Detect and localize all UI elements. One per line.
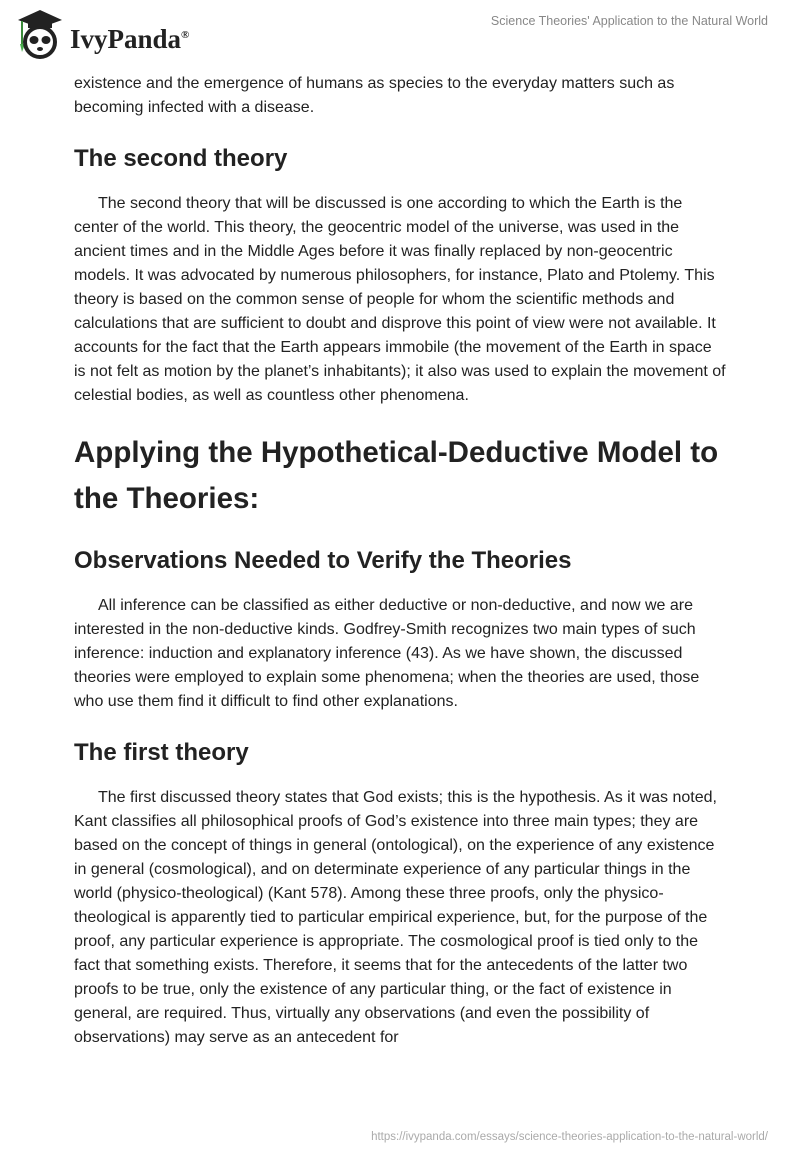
document-title: Science Theories' Application to the Natural World [490,14,768,28]
heading-first-theory: The first theory [74,739,249,766]
paragraph-first-theory: The first discussed theory states that God exists; this is the hypothesis. As it was noted, Kant classifies all philosophical proofs of God’s existence into three main types; they are based on the concept of things in general (ontological), on the experience of any existence in general (cosmological), and on determinate experience of any particular things in the world (physico-theological) (Kant 578). Among these three proofs, only the physico-theological is apparently tied to particular empirical experience, but, for the purpose of the proof, any particular experience is appropriate. The cosmological proof is tied only to the fact that something exists. Therefore, it seems that for the antecedents of the latter two proofs to be true, only the existence of any particular thing, or the fact of existence in general, are required. Thus, virtually any observations (and even the possibility of observations) may serve as an antecedent for [74,789,717,1046]
logo-text: IvyPanda [70,23,182,54]
registered-mark: ® [181,28,190,41]
heading-second-theory: The second theory [74,145,288,172]
paragraph-second-theory: The second theory that will be discussed is one according to which the Earth is the center of the world. This theory, the geocentric model of the universe, was used in the ancient times and in the Middle Ages before it was finally replaced by non-geocentric models. It was advocated by numerous philosophers, for instance, Plato and Ptolemy. This theory is based on the common sense of people for whom the scientific methods and calculations that are sufficient to doubt and disprove this point of view were not available. It accounts for the fact that the Earth appears immobile (the movement of the Earth in space is not felt as motion by the planet’s inhabitants); it also was used to explain the movement of celestial bodies, as well as countless other phenomena. [74,195,726,404]
paragraph-observations: All inference can be classified as either deductive or non-deductive, and now we are interested in the non-deductive kinds. Godfrey-Smith recognizes two main types of such inference: induction and explanatory inference (43). As we have shown, the discussed theories were employed to explain some phenomena; when the theories are used, those who use them find it difficult to find other explanations. [74,597,700,710]
heading-observations: Observations Needed to Verify the Theories [74,547,572,574]
article-body [74,72,726,1050]
logo[interactable] [14,8,189,60]
heading-applying-model: Applying the Hypothetical-Deductive Model to the Theories: [74,436,719,515]
panda-logo-icon [14,8,64,60]
paragraph-intro-end: existence and the emergence of humans as species to the everyday matters such as becoming infected with a disease. [74,75,675,116]
source-url[interactable]: https://ivypanda.com/essays/science-theories-application-to-the-natural-world/ [371,1131,768,1143]
